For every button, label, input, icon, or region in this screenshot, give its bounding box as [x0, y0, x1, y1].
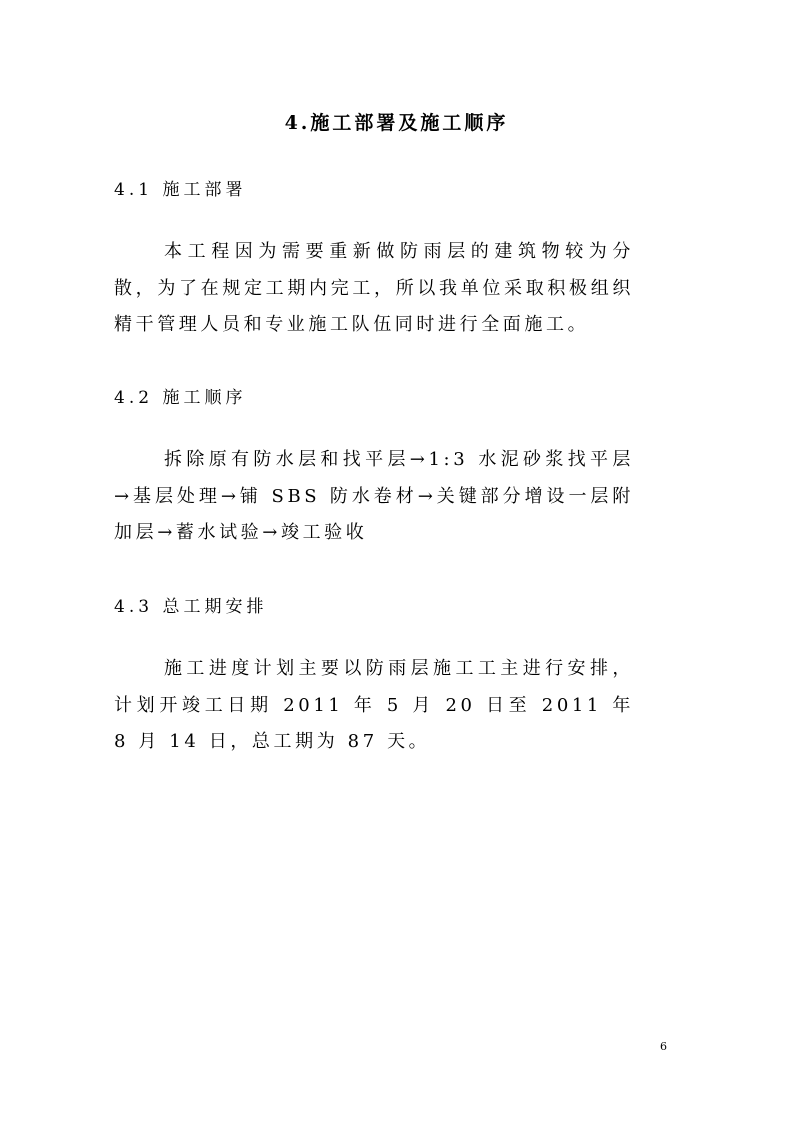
page-number: 6 — [660, 1040, 667, 1053]
section-body-4-1: 本工程因为需要重新做防雨层的建筑物较为分散，为了在规定工期内完工，所以我单位采取积极组织精干管理人员和专业施工队伍同时进行全面施工。 — [114, 241, 634, 335]
section-heading-4-3: 4.3 总工期安排 — [114, 597, 268, 617]
page-title: 4.施工部署及施工顺序 — [284, 112, 509, 134]
section-body-4-2: 拆除原有防水层和找平层→1:3 水泥砂浆找平层→基层处理→铺 SBS 防水卷材→关键部分增设一层附加层→蓄水试验→竣工验收 — [114, 449, 634, 543]
section-heading-4-2: 4.2 施工顺序 — [114, 388, 247, 408]
section-body-4-3: 施工进度计划主要以防雨层施工工主进行安排，计划开竣工日期 2011 年 5 月 20 日至 2011 年 8 月 14 日，总工期为 87 天。 — [114, 658, 634, 752]
section-heading-4-1: 4.1 施工部署 — [114, 180, 247, 200]
